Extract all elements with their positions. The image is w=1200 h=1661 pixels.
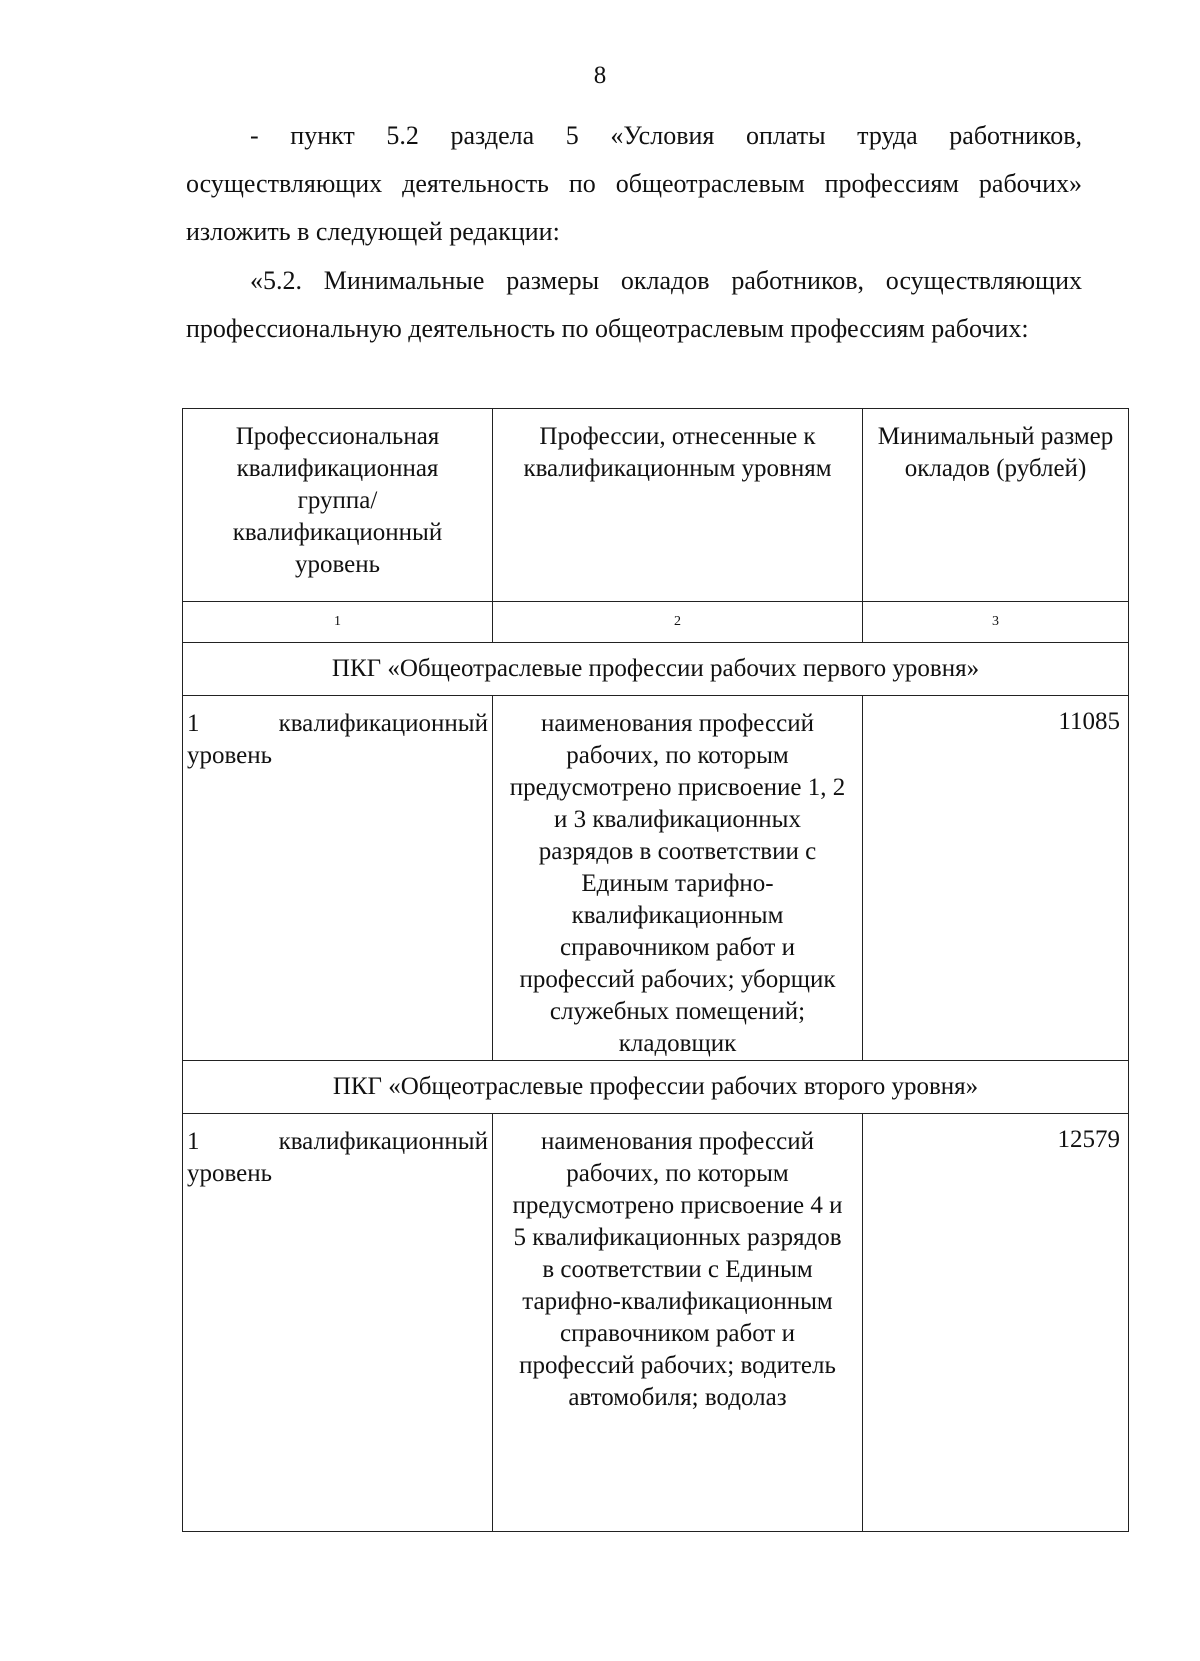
professions-list: наименования профессий рабочих, по которым предусмотрено присвоение 4 и 5 квалификационных разрядов в соответствии с Единым тарифно-квалификационным справочником работ и профессий рабочих; водитель автомобиля; водолаз — [493, 1114, 863, 1532]
header-professions — [493, 409, 863, 602]
group-title: ПКГ «Общеотраслевые профессии рабочих первого уровня» — [183, 643, 1129, 696]
qualification-level: 1 квалификационный уровень — [183, 1114, 493, 1532]
header-min-salary-text: Минимальный размер окладов (рублей) — [877, 423, 1114, 482]
column-number: 3 — [863, 602, 1129, 643]
professions-list: наименования профессий рабочих, по которым предусмотрено присвоение 1, 2 и 3 квалификационных разрядов в соответствии с Единым тарифно-квалификационным справочником работ и профессий рабочих; уборщик служебных помещений; кладовщик — [493, 696, 863, 1061]
table-row — [183, 696, 1129, 1061]
section-5-2-paragraph: «5.2. Минимальные размеры окладов работников, осуществляющих профессиональную деятельность по общеотраслевым профессиям рабочих: — [186, 266, 1082, 343]
table-header-row — [183, 409, 1129, 602]
header-group-level-text: Профессиональная квалификационная группа/ квалификационный уровень — [232, 423, 443, 578]
group-title-row — [183, 643, 1129, 696]
salary-table — [182, 408, 1129, 1532]
min-salary-value: 12579 — [863, 1114, 1129, 1532]
group-title-row — [183, 1061, 1129, 1114]
header-professions-text: Профессии, отнесенные к квалификационным уровням — [523, 423, 832, 482]
table-row — [183, 1114, 1129, 1532]
header-min-salary — [863, 409, 1129, 602]
column-number: 2 — [493, 602, 863, 643]
column-number-row — [183, 602, 1129, 643]
column-number: 1 — [183, 602, 493, 643]
group-title: ПКГ «Общеотраслевые профессии рабочих второго уровня» — [183, 1061, 1129, 1114]
page-number: 8 — [593, 62, 607, 89]
min-salary-value: 11085 — [863, 696, 1129, 1061]
amendment-paragraph: - пункт 5.2 раздела 5 «Условия оплаты труда работников, осуществляющих деятельность по общеотраслевым профессиям рабочих» изложить в следующей редакции: — [186, 121, 1082, 246]
qualification-level: 1 квалификационный уровень — [183, 696, 493, 1061]
header-group-level — [183, 409, 493, 602]
